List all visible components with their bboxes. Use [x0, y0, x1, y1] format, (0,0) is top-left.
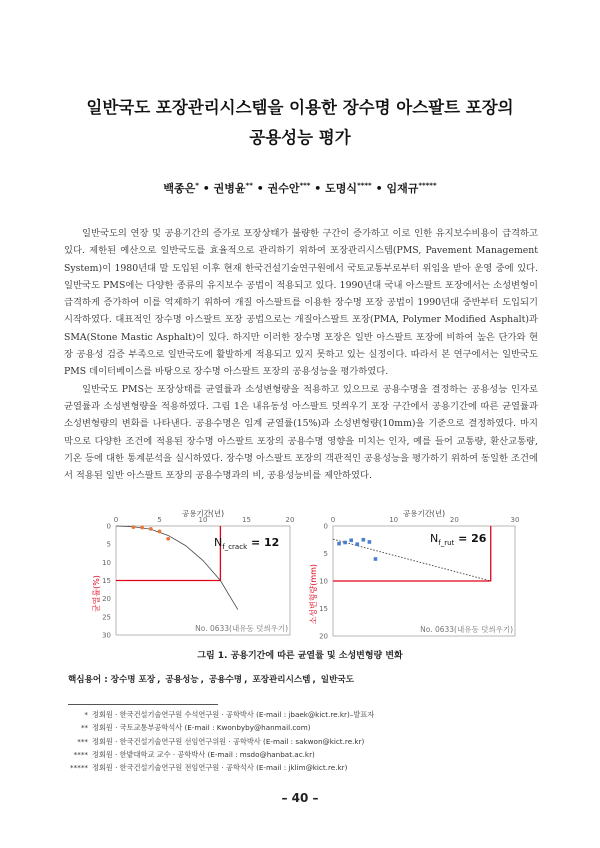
- author-separator: •: [202, 182, 210, 195]
- data-point: [132, 525, 136, 529]
- data-point: [362, 538, 366, 542]
- y-axis-label: 소성변형량(mm): [309, 563, 318, 625]
- annotation-base: N: [214, 536, 223, 549]
- x-tick-label: 30: [510, 516, 520, 524]
- footnote: [58, 748, 538, 761]
- keyword: 일반국도: [320, 675, 354, 685]
- abstract: [64, 225, 538, 484]
- footnote-mark: ***: [77, 736, 88, 746]
- footnote: [58, 735, 538, 748]
- y-tick-label: 15: [319, 605, 328, 613]
- lifetime-annotation: [430, 532, 487, 547]
- figure-caption: 그림 1. 공용기간에 따른 균열률 및 소성변형량 변화: [197, 651, 403, 661]
- footnote-mark: **: [80, 723, 88, 733]
- author-mark: *****: [418, 181, 437, 190]
- author-mark: ***: [299, 181, 311, 190]
- x-tick-label: 0: [113, 516, 119, 524]
- y-tick-label: 20: [319, 632, 328, 641]
- y-tick-label: 15: [102, 577, 111, 585]
- rutting-chart: [300, 508, 522, 650]
- author-mark: ****: [357, 181, 372, 190]
- keyword: 공용성능: [165, 675, 199, 685]
- author-mark: *: [195, 181, 199, 190]
- page-number: – 40 –: [281, 791, 319, 805]
- x-tick-label: 5: [157, 516, 162, 524]
- keyword-separator: ,: [312, 675, 316, 685]
- data-point: [158, 530, 162, 534]
- rutting-chart-svg: [300, 508, 522, 646]
- footnote: [58, 721, 538, 734]
- author-name: 권수안: [267, 182, 300, 195]
- chart-note: No. 0633(내유동 덧씌우기): [195, 624, 288, 633]
- y-tick-label: 5: [106, 540, 111, 549]
- chart-title: 공용기간(년): [402, 509, 446, 518]
- footnote: [58, 761, 538, 774]
- footnote-mark: *: [84, 710, 88, 719]
- footnote-text: 정회원 · 한밭대학교 교수 · 공학박사 (E-mail : msdo@hanbat.ac.kr): [92, 749, 315, 759]
- keyword-separator: ,: [157, 675, 161, 685]
- keywords: [68, 673, 354, 685]
- footnote-text: 정회원 · 한국건설기술연구원 수석연구원 · 공학박사 (E-mail : jbaek@kict.re.kr)–발표자: [92, 710, 375, 719]
- crack-rate-chart-svg: [82, 508, 302, 646]
- abstract-paragraph: 일반국도 PMS는 포장상태를 균열률과 소성변형량을 적용하고 있으므로 공용수명을 결정하는 공용성능 인자로 균열률과 소성변형량을 적용하였다. 그림 1은 내유동성 아스팔트 덧씌우기 포장 구간에서 공용기간에 따른 균열률과 소성변형량의 변화를 나타낸다. 공용수명은 임계 균열률(15%)과 소성변형량(10mm)을 기준으로 결정하였다. 마지막으로 다양한 조건에 적용된 장수명 아스팔트 포장의 공용수명 영향을 미치는 인자, 예를 들어 교통량, 환산교통량, 기온 등에 대한 통계분석을 실시하였다. 장수명 아스팔트 포장의 객관적인 공용성능을 평가하기 위하여 동일한 조건에서 적용된 일반 아스팔트 포장의 공용수명과의 비, 공용성능비를 제안하였다.: [64, 383, 538, 482]
- chart-title: 공용기간(년): [181, 509, 225, 518]
- y-tick-label: 10: [319, 577, 328, 586]
- data-point: [349, 539, 353, 543]
- author-name: 도명식: [325, 182, 358, 195]
- footnotes: [58, 708, 538, 774]
- annotation-base: N: [430, 532, 439, 545]
- y-tick-label: 25: [102, 613, 111, 622]
- author-list: [0, 180, 600, 196]
- footnote-mark: *****: [70, 763, 88, 773]
- data-point: [140, 526, 144, 530]
- x-tick-label: 10: [389, 516, 399, 524]
- y-tick-label: 20: [102, 595, 111, 604]
- x-tick-label: 20: [285, 516, 295, 524]
- keyword-separator: ,: [200, 675, 204, 685]
- author-separator: •: [375, 182, 383, 195]
- data-point: [343, 541, 347, 545]
- y-axis-label: 균열률(%): [92, 575, 101, 613]
- y-tick-label: 0: [323, 522, 328, 531]
- chart-note: No. 0633(내유동 덧씌우기): [420, 625, 513, 634]
- data-point: [166, 537, 170, 541]
- keywords-label: 핵심용어 :: [68, 675, 108, 685]
- data-point: [355, 542, 359, 546]
- author-separator: •: [256, 182, 264, 195]
- y-tick-label: 5: [323, 550, 328, 558]
- paper-title-line2: 공용성능 평가: [249, 128, 351, 147]
- author-separator: •: [314, 182, 322, 195]
- x-tick-label: 0: [330, 516, 336, 524]
- lifetime-annotation: [214, 536, 279, 551]
- keyword: 포장관리시스템: [252, 675, 311, 685]
- footnote-text: 정회원 · 한국건설기술연구원 전임연구원 · 공학석사 (E-mail : jklim@kict.re.kr): [92, 763, 348, 773]
- author-name: 백종은: [163, 182, 196, 195]
- y-tick-label: 10: [102, 558, 111, 567]
- data-point: [337, 542, 341, 546]
- keyword: 장수명 포장: [110, 675, 156, 685]
- y-tick-label: 0: [106, 522, 111, 531]
- author-name: 임재규: [386, 182, 419, 195]
- data-point: [368, 540, 372, 544]
- annotation-value: = 26: [454, 532, 487, 545]
- x-tick-label: 20: [449, 516, 459, 524]
- annotation-subscript: f_crack: [222, 543, 248, 551]
- keyword: 공용수명: [208, 675, 243, 685]
- x-tick-label: 15: [242, 516, 251, 524]
- footnote: [58, 708, 538, 721]
- paper-title-line1: 일반국도 포장관리시스템을 이용한 장수명 아스팔트 포장의: [86, 98, 514, 117]
- x-tick-label: 10: [198, 516, 208, 524]
- author-name: 권병윤: [213, 182, 246, 195]
- data-point: [374, 557, 378, 561]
- keyword-separator: ,: [244, 675, 248, 685]
- crack-rate-chart: [82, 508, 302, 650]
- footnote-mark: ****: [73, 749, 88, 759]
- annotation-subscript: f_rut: [438, 539, 455, 547]
- footnote-text: 정회원 · 한국건설기술연구원 선임연구위원 · 공학박사 (E-mail : sakwon@kict.re.kr): [92, 736, 365, 746]
- author-mark: **: [245, 181, 253, 190]
- annotation-value: = 12: [247, 536, 280, 549]
- y-tick-label: 30: [102, 631, 111, 640]
- data-point: [149, 527, 153, 531]
- footnote-divider: [68, 704, 218, 705]
- abstract-paragraph: 일반국도의 연장 및 공용기간의 증가로 포장상태가 불량한 구간이 증가하고 이로 인한 유지보수비용이 급격하고 있다. 제한된 예산으로 일반국도를 효율적으로 관리하기 위하여 포장관리시스템(PMS, Pavement Management System)이 1980년대 말 도입된 이후 현재 한국건설기술연구원에서 국토교통부로부터 위임을 받아 운영 중에 있다. 일반국도 PMS에는 다양한 종류의 유지보수 공법이 적용되고 있다. 1990년대 국내 아스팔트 포장에서는 소성변형이 급격하게 증가하여 이를 억제하기 위하여 개질 아스팔트를 이용한 장수명 포장 공법이 1990년대 중반부터 도입되기 시작하였다. 대표적인 장수명 아스팔트 포장 공법으로는 개질아스팔트 포장(PMA, Polymer Modified Asphalt)과 SMA(Stone Mastic Asphalt)이 있다. 하지만 이러한 장수명 포장은 일반 아스팔트 포장에 비하여 높은 단가와 현장 공용성 검증 부족으로 일반국도에 활발하게 적용되고 있지 못하고 있는 실정이다. 따라서 본 연구에서는 일반국도 PMS 데이터베이스를 바탕으로 장수명 아스팔트 포장의 공용성능을 평가하였다.: [64, 228, 538, 378]
- footnote-text: 정회원 · 국토교통부공학석사 (E-mail : Kwonbyby@hanmail.com): [92, 723, 311, 733]
